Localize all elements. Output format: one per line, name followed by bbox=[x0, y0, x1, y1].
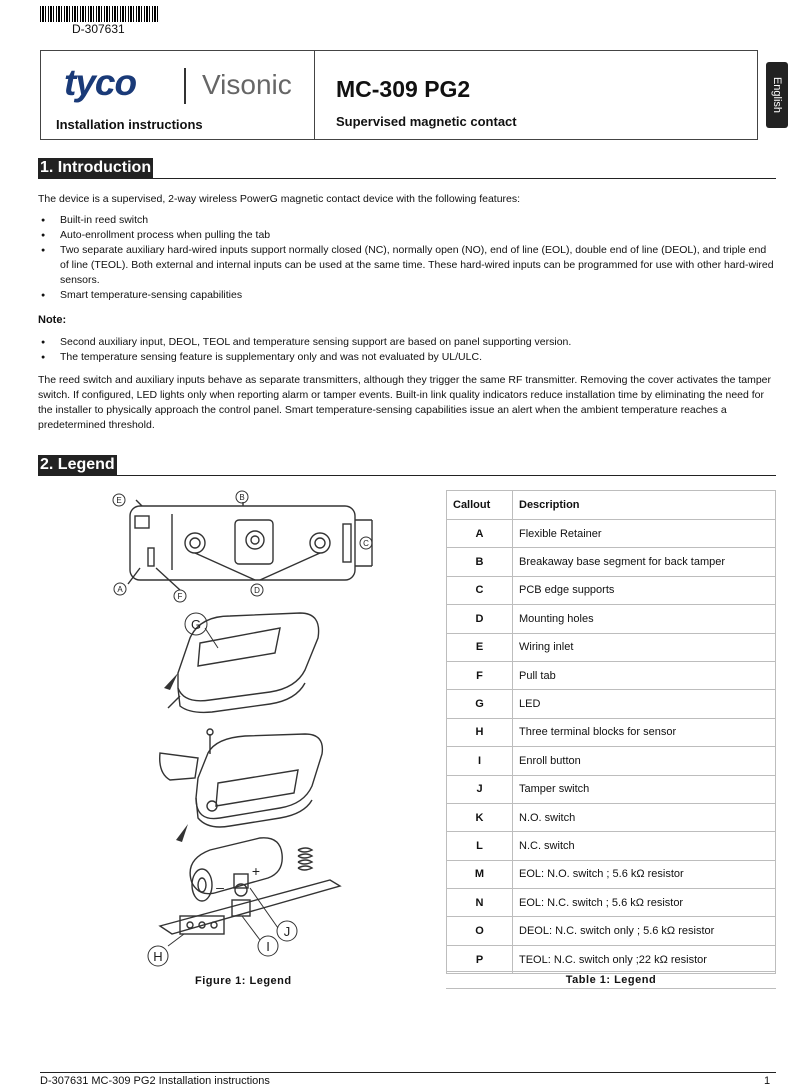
spring bbox=[298, 848, 312, 870]
description-cell: Flexible Retainer bbox=[513, 520, 776, 548]
note-list bbox=[38, 335, 776, 365]
section-heading-introduction: 1. Introduction bbox=[40, 159, 152, 176]
callout-cell: H bbox=[447, 718, 513, 746]
table-row bbox=[447, 548, 776, 576]
description-cell: EOL: N.C. switch ; 5.6 kΩ resistor bbox=[513, 889, 776, 917]
intro-lead: The device is a supervised, 2-way wireless PowerG magnetic contact device with the following features: bbox=[38, 193, 521, 205]
table-row bbox=[447, 576, 776, 604]
callout-cell: F bbox=[447, 661, 513, 689]
callout-cell: K bbox=[447, 803, 513, 831]
table-row bbox=[447, 775, 776, 803]
callout-label-f: F bbox=[177, 592, 183, 601]
table-row bbox=[447, 945, 776, 973]
column-header-description: Description bbox=[513, 491, 776, 520]
table-row bbox=[447, 605, 776, 633]
callout-label-e: E bbox=[116, 496, 122, 505]
language-tab[interactable] bbox=[766, 62, 788, 128]
callout-label-h: H bbox=[153, 949, 163, 964]
tamper-cap bbox=[160, 753, 198, 780]
feature-list bbox=[38, 213, 776, 303]
figure-caption: Figure 1: Legend bbox=[195, 975, 292, 987]
callout-cell: I bbox=[447, 747, 513, 775]
table-row bbox=[447, 889, 776, 917]
section-rule bbox=[38, 178, 776, 179]
logo-separator bbox=[184, 68, 186, 104]
description-cell: EOL: N.O. switch ; 5.6 kΩ resistor bbox=[513, 860, 776, 888]
table-row bbox=[447, 917, 776, 945]
callout-cell: D bbox=[447, 605, 513, 633]
list-item: ● Smart temperature-sensing capabilities bbox=[38, 288, 776, 303]
footer-rule bbox=[40, 1072, 776, 1073]
list-item: ● Second auxiliary input, DEOL, TEOL and temperature sensing support are based on panel supporting version. bbox=[38, 335, 776, 350]
callout-cell: P bbox=[447, 945, 513, 973]
description-cell: PCB edge supports bbox=[513, 576, 776, 604]
section-rule bbox=[38, 475, 776, 476]
visonic-logo: Visonic bbox=[202, 69, 292, 100]
section-heading-legend: 2. Legend bbox=[40, 456, 115, 473]
table-row bbox=[447, 860, 776, 888]
callout-label-a: A bbox=[117, 585, 123, 594]
description-cell: Pull tab bbox=[513, 661, 776, 689]
callout-label-d: D bbox=[254, 586, 260, 595]
battery bbox=[190, 838, 282, 894]
model-title: MC-309 PG2 bbox=[336, 76, 471, 102]
description-cell: Wiring inlet bbox=[513, 633, 776, 661]
callout-cell: O bbox=[447, 917, 513, 945]
list-item: ● Auto-enrollment process when pulling the tab bbox=[38, 228, 776, 243]
callout-label-c: C bbox=[363, 539, 369, 548]
document-type: Installation instructions bbox=[56, 117, 203, 132]
tyco-logo: tyco bbox=[64, 62, 137, 103]
callout-cell: C bbox=[447, 576, 513, 604]
list-item: ● Two separate auxiliary hard-wired inputs support normally closed (NC), normally open (NO), end of line (EOL), double end of line (DEOL), and triple end of line (TEOL). Both external and internal inputs can be used at the same time. These hard-wired inputs can be programmed for use with other hard-wired sensors. bbox=[38, 243, 776, 288]
legend-table bbox=[446, 490, 776, 974]
table-row bbox=[447, 832, 776, 860]
description-cell: Enroll button bbox=[513, 747, 776, 775]
description-cell: LED bbox=[513, 690, 776, 718]
note-label: Note: bbox=[38, 314, 67, 326]
callout-label-g: G bbox=[190, 617, 202, 632]
battery-plus-label: + bbox=[251, 863, 261, 879]
description-cell: Mounting holes bbox=[513, 605, 776, 633]
description-cell: Tamper switch bbox=[513, 775, 776, 803]
callout-label-b: B bbox=[239, 493, 245, 502]
list-item: ● Built-in reed switch bbox=[38, 213, 776, 228]
intro-paragraph: The reed switch and auxiliary inputs behave as separate transmitters, although they trigger the same RF transmitter. Removing the cover activates the tamper switch. If configured, LED lights only when reporting alarm or tamper events. Built-in link quality indicators reduce installation time by eliminating the need for the installer to physically approach the control panel. Smart temperature-sensing capabilities issue an alert when the ambient temperature reaches a predetermined threshold. bbox=[38, 374, 772, 431]
table-row bbox=[447, 718, 776, 746]
base-plate bbox=[130, 506, 355, 580]
barcode bbox=[40, 6, 158, 22]
description-cell: Three terminal blocks for sensor bbox=[513, 718, 776, 746]
header-divider bbox=[314, 50, 315, 140]
list-item: ● The temperature sensing feature is supplementary only and was not evaluated by UL/ULC. bbox=[38, 350, 776, 365]
mounting-hole-left bbox=[185, 533, 205, 553]
callout-cell: B bbox=[447, 548, 513, 576]
footer-text: D-307631 MC-309 PG2 Installation instructions bbox=[40, 1075, 270, 1087]
description-cell: N.O. switch bbox=[513, 803, 776, 831]
battery-minus-label: – bbox=[216, 879, 224, 895]
model-subtitle: Supervised magnetic contact bbox=[336, 114, 517, 129]
table-row bbox=[447, 633, 776, 661]
table-row bbox=[447, 520, 776, 548]
description-cell: N.C. switch bbox=[513, 832, 776, 860]
table-header-row bbox=[447, 491, 776, 520]
callout-cell: J bbox=[447, 775, 513, 803]
callout-cell: N bbox=[447, 889, 513, 917]
table-row bbox=[447, 690, 776, 718]
column-header-callout: Callout bbox=[447, 491, 513, 520]
mounting-hole-right bbox=[310, 533, 330, 553]
description-cell: DEOL: N.C. switch only ; 5.6 kΩ resistor bbox=[513, 917, 776, 945]
callout-cell: G bbox=[447, 690, 513, 718]
callout-cell: M bbox=[447, 860, 513, 888]
device-legend-figure bbox=[100, 488, 410, 968]
table-row bbox=[447, 803, 776, 831]
description-cell: TEOL: N.C. switch only ;22 kΩ resistor bbox=[513, 945, 776, 973]
description-cell: Breakaway base segment for back tamper bbox=[513, 548, 776, 576]
callout-label-j: J bbox=[283, 924, 291, 939]
document-number: D-307631 bbox=[72, 22, 125, 36]
breakaway-segment bbox=[235, 520, 273, 564]
table-caption: Table 1: Legend bbox=[446, 971, 776, 989]
table-row bbox=[447, 747, 776, 775]
callout-cell: L bbox=[447, 832, 513, 860]
callout-label-i: I bbox=[266, 939, 270, 954]
page-number: 1 bbox=[764, 1075, 771, 1087]
callout-cell: E bbox=[447, 633, 513, 661]
language-tab-label: English bbox=[771, 76, 783, 114]
callout-cell: A bbox=[447, 520, 513, 548]
table-row bbox=[447, 661, 776, 689]
